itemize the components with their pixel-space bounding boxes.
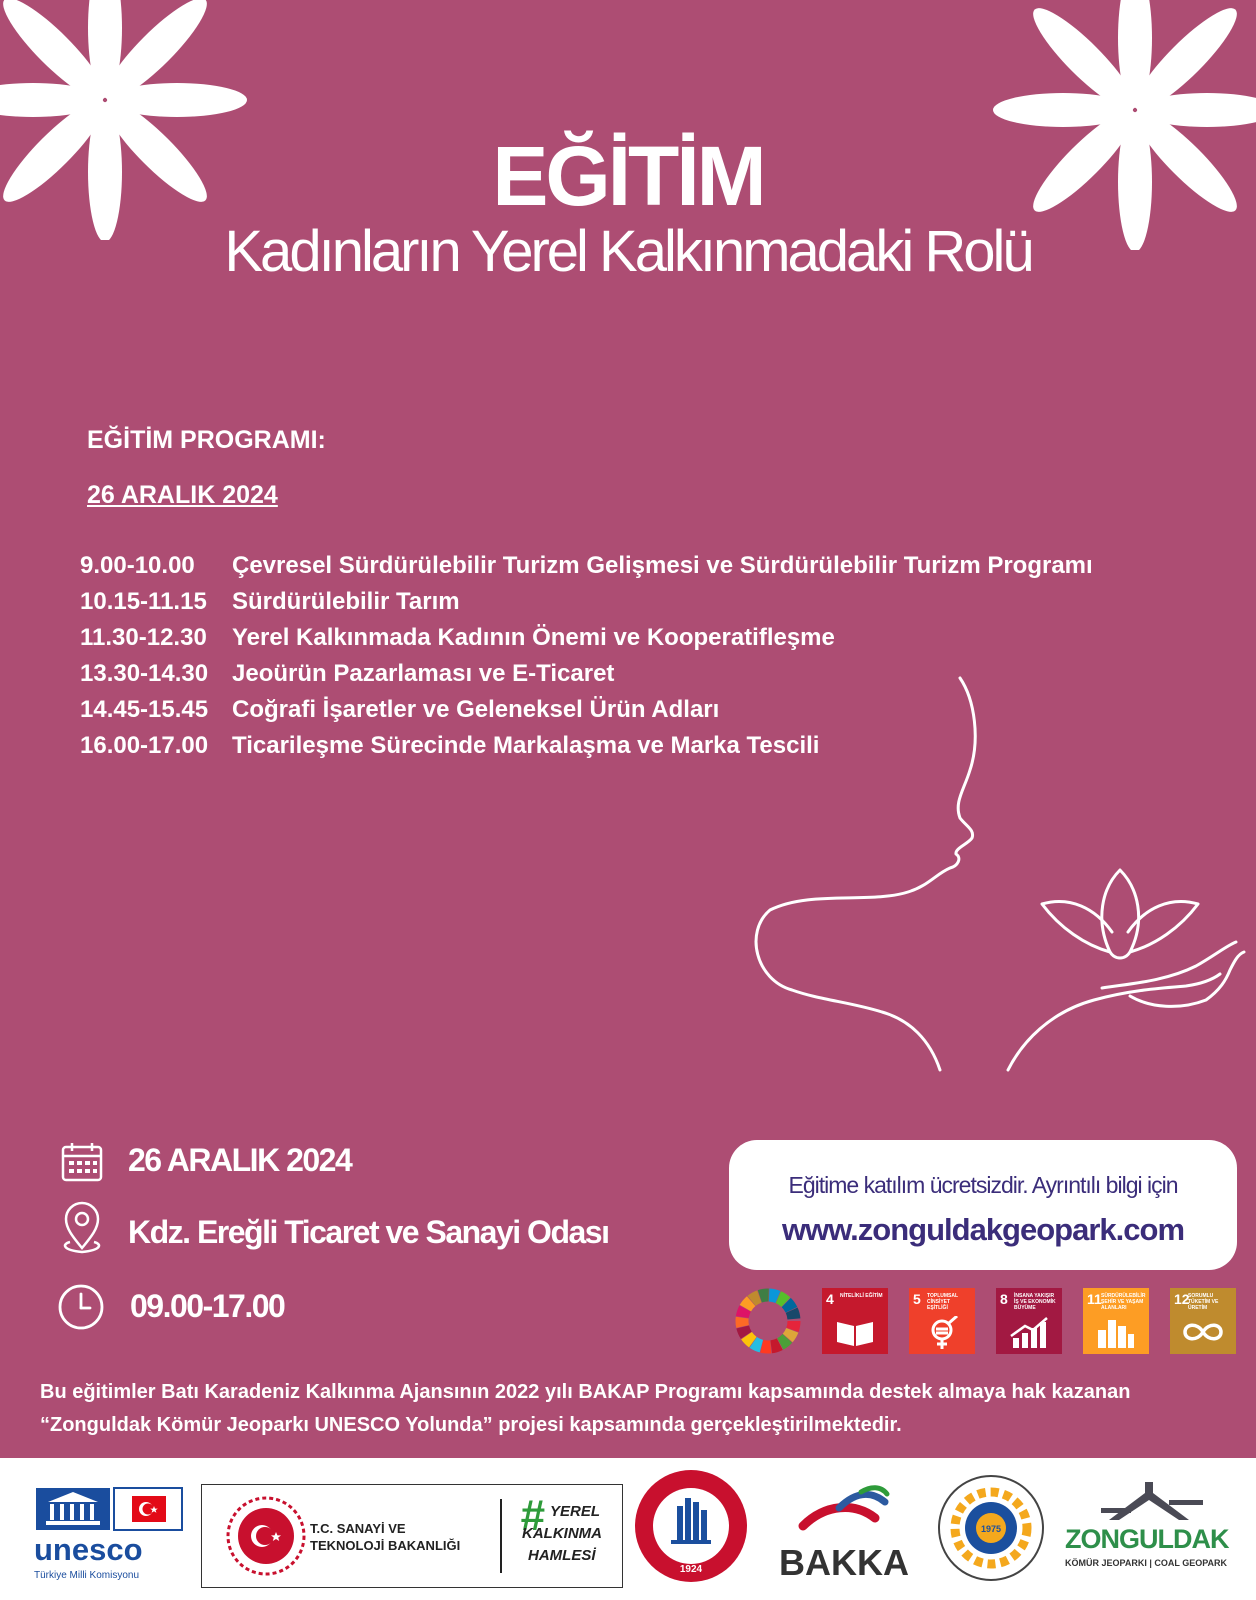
unesco-subtitle: Türkiye Milli Komisyonu — [34, 1570, 140, 1581]
info-box — [729, 1140, 1237, 1270]
svg-text:1975: 1975 — [980, 1524, 1002, 1534]
session-topic: Yerel Kalkınmada Kadının Önemi ve Kooperatifleşme — [232, 624, 835, 651]
schedule-row — [80, 620, 1093, 656]
unesco-wordmark: unesco — [34, 1532, 143, 1567]
sdg-goal-5: 5 TOPLUMSAL CİNSİYET EŞİTLİĞİ — [909, 1288, 975, 1354]
schedule-row — [80, 584, 1093, 620]
chamber-of-commerce-logo — [937, 1474, 1045, 1582]
session-topic: Ticarileşme Sürecinde Markalaşma ve Marka Tescili — [232, 732, 820, 759]
bakka-wave-icon — [775, 1482, 915, 1542]
campaign-line2: KALKINMA — [522, 1525, 602, 1542]
sdg-goal-4: 4 NİTELİKLİ EĞİTİM — [822, 1288, 888, 1354]
program-date: 26 ARALIK 2024 — [87, 481, 278, 509]
session-topic: Çevresel Sürdürülebilir Turizm Gelişmesi ve Sürdürülebilir Turizm Programı — [232, 552, 1093, 579]
bakka-logo — [775, 1482, 915, 1586]
book-icon — [835, 1316, 875, 1348]
website-link[interactable]: www.zonguldakgeopark.com — [781, 1212, 1185, 1247]
woman-lotus-illustration — [750, 670, 1250, 1100]
svg-text:1924: 1924 — [679, 1564, 703, 1575]
sdg-wheel-icon — [735, 1288, 801, 1354]
university-seal-logo — [633, 1468, 749, 1584]
campaign-hash: # — [520, 1491, 545, 1540]
session-topic: Coğrafi İşaretler ve Geleneksel Ürün Adları — [232, 696, 720, 723]
program-heading: EĞİTİM PROGRAMI: — [87, 426, 326, 454]
event-hours: 09.00-17.00 — [130, 1288, 285, 1324]
ministry-name-line1: T.C. SANAYİ VE — [310, 1521, 406, 1536]
ministry-campaign-logo — [201, 1484, 623, 1588]
session-time: 13.30-14.30 — [80, 660, 209, 687]
sdg-goal-8: 8 İNSANA YAKIŞIR İŞ VE EKONOMİK BÜYÜME — [996, 1288, 1062, 1354]
campaign-line3: HAMLESİ — [528, 1547, 596, 1564]
session-topic: Sürdürülebilir Tarım — [232, 588, 460, 615]
ministry-emblem-icon — [224, 1494, 308, 1578]
zonguldak-geopark-logo — [1065, 1480, 1245, 1580]
event-place: Kdz. Ereğli Ticaret ve Sanayi Odası — [128, 1214, 609, 1250]
ministry-name-line2: TEKNOLOJİ BAKANLIĞI — [310, 1538, 461, 1553]
page-subtitle: Kadınların Yerel Kalkınmadaki Rolü — [224, 219, 1032, 284]
event-date: 26 ARALIK 2024 — [128, 1142, 352, 1178]
session-time: 9.00-10.00 — [80, 552, 195, 579]
session-time: 11.30-12.30 — [80, 624, 207, 651]
schedule-row — [80, 548, 1093, 584]
campaign-line1: YEREL — [550, 1503, 601, 1520]
session-time: 16.00-17.00 — [80, 732, 209, 759]
geopark-wordmark: ZONGULDAK — [1065, 1524, 1229, 1554]
gender-equality-icon — [922, 1316, 962, 1350]
sdg-goal-11: 11 SÜRDÜRÜLEBİLİR ŞEHİR VE YAŞAM ALANLARI — [1083, 1288, 1149, 1354]
page-title: EĞİTİM — [492, 129, 764, 223]
location-pin-icon — [58, 1200, 106, 1256]
unesco-logo — [34, 1486, 184, 1586]
geopark-subtitle: KÖMÜR JEOPARKI | COAL GEOPARK — [1065, 1558, 1228, 1568]
sdg-goal-12: 12 SORUMLU TÜKETİM VE ÜRETİM — [1170, 1288, 1236, 1354]
funding-statement: Bu eğitimler Batı Karadeniz Kalkınma Ajansının 2022 yılı BAKAP Programı kapsamında destek almaya hak kazanan “Zonguldak Kömür Jeoparkı UNESCO Yolunda” projesi kapsamında gerçekleştirilmektedir. — [40, 1381, 1131, 1436]
info-box-text: Eğitime katılım ücretsizdir. Ayrıntılı bilgi için — [788, 1172, 1178, 1198]
partner-logos — [0, 1458, 1256, 1600]
calendar-icon — [60, 1140, 104, 1184]
session-topic: Jeoürün Pazarlaması ve E-Ticaret — [232, 660, 615, 687]
session-time: 10.15-11.15 — [80, 588, 207, 615]
city-icon — [1096, 1316, 1136, 1348]
bakka-wordmark: BAKKA — [779, 1542, 909, 1583]
clock-icon — [56, 1282, 106, 1332]
unesco-temple-icon — [34, 1486, 184, 1534]
logo-divider — [500, 1499, 502, 1573]
session-time: 14.45-15.45 — [80, 696, 209, 723]
growth-chart-icon — [1009, 1316, 1049, 1348]
geopark-mine-icon — [1095, 1480, 1215, 1524]
infinity-icon — [1183, 1316, 1223, 1348]
